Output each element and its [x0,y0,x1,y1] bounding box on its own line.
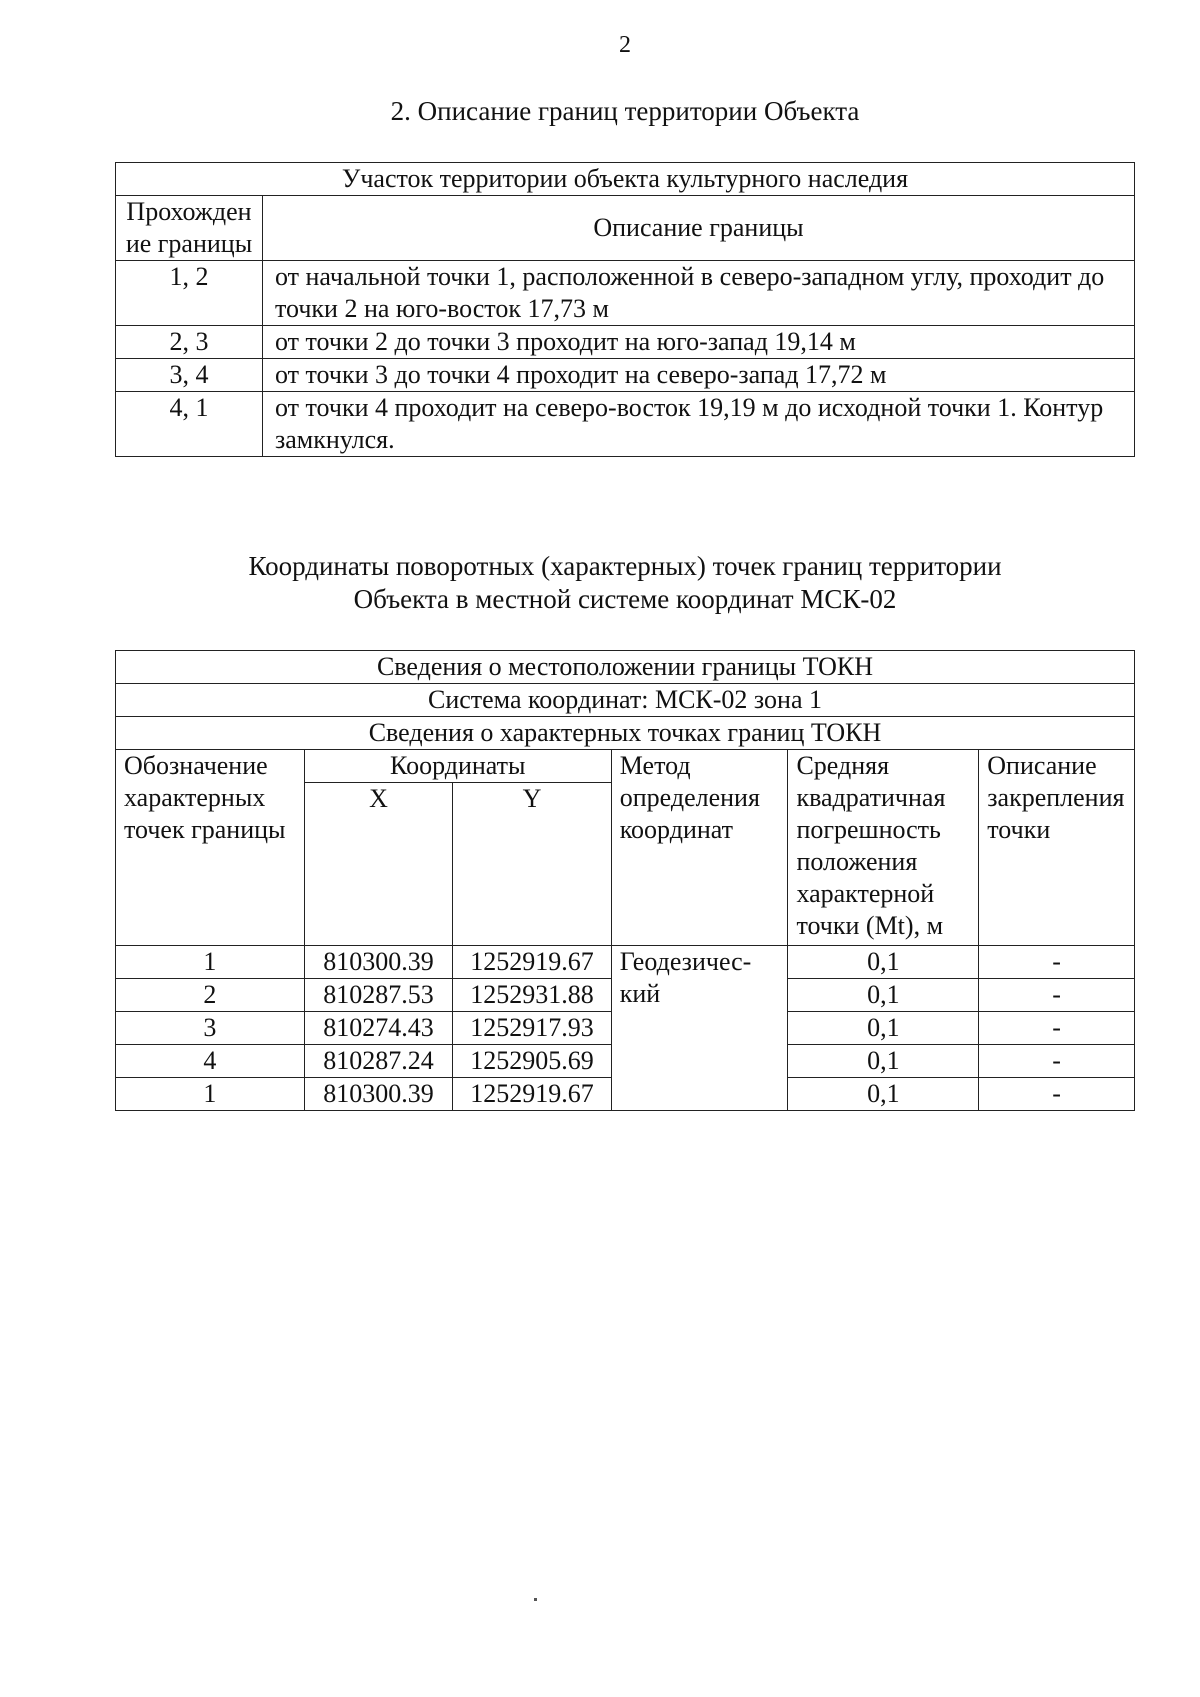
coord-header-location: Сведения о местоположении границы ТОКН [116,651,1135,684]
coordinates-title [0,550,1200,616]
cell-error: 0,1 [788,1045,979,1078]
cell-y: 1252919.67 [453,946,612,979]
col-header-x: X [304,783,452,946]
table-row [116,326,1135,359]
row-points: 2, 3 [116,326,263,359]
row-text: от точки 4 проходит на северо-восток 19,19 м до исходной точки 1. Контур замкнулся. [263,392,1135,457]
cell-y: 1252905.69 [453,1045,612,1078]
page-number: 2 [619,32,631,58]
col-header-description: Описание границы [263,196,1135,261]
cell-fix: - [979,1078,1135,1111]
cell-point: 2 [116,979,305,1012]
cell-x: 810287.24 [304,1045,452,1078]
cell-fix: - [979,946,1135,979]
table-row [116,392,1135,457]
row-text: от точки 3 до точки 4 проходит на северо-запад 17,72 м [263,359,1135,392]
col-header-point: Обозначение характерных точек границы [116,750,305,946]
table-row [116,359,1135,392]
col-header-fix: Описание закрепления точки [979,750,1135,946]
table-row [116,946,1135,979]
col-header-coords: Координаты [304,750,611,783]
cell-y: 1252919.67 [453,1078,612,1111]
row-text: от начальной точки 1, расположенной в северо-западном углу, проходит до точки 2 на юго-восток 17,73 м [263,261,1135,326]
col-header-method: Метод определения координат [611,750,788,946]
cell-error: 0,1 [788,1078,979,1111]
cell-method: Геодезичес-кий [611,946,788,1111]
cell-point: 1 [116,1078,305,1111]
cell-fix: - [979,1045,1135,1078]
cell-error: 0,1 [788,1012,979,1045]
cell-x: 810274.43 [304,1012,452,1045]
cell-x: 810287.53 [304,979,452,1012]
boundary-description-table [115,162,1135,457]
cell-error: 0,1 [788,946,979,979]
cell-error: 0,1 [788,979,979,1012]
cell-point: 4 [116,1045,305,1078]
row-points: 3, 4 [116,359,263,392]
boundary-table-caption: Участок территории объекта культурного наследия [116,163,1135,196]
cell-y: 1252931.88 [453,979,612,1012]
coordinates-table [115,650,1135,1111]
col-header-y: Y [453,783,612,946]
row-points: 4, 1 [116,392,263,457]
cell-y: 1252917.93 [453,1012,612,1045]
col-header-error: Средняя квадратичная погрешность положения характерной точки (Mt), м [788,750,979,946]
row-points: 1, 2 [116,261,263,326]
section-title: 2. Описание границ территории Объекта [390,96,860,126]
coord-header-points: Сведения о характерных точках границ ТОКН [116,717,1135,750]
coordinates-title-line2: Объекта в местной системе координат МСК-02 [353,584,897,614]
row-text: от точки 2 до точки 3 проходит на юго-запад 19,14 м [263,326,1135,359]
col-header-passage: Прохождение границы [116,196,263,261]
coordinates-title-line1: Координаты поворотных (характерных) точек границ территории [248,551,1002,581]
cell-x: 810300.39 [304,1078,452,1111]
cell-fix: - [979,1012,1135,1045]
coord-header-system: Система координат: МСК-02 зона 1 [116,684,1135,717]
table-row [116,261,1135,326]
cell-point: 3 [116,1012,305,1045]
cell-point: 1 [116,946,305,979]
cell-fix: - [979,979,1135,1012]
cell-x: 810300.39 [304,946,452,979]
scan-speck [534,1598,537,1601]
